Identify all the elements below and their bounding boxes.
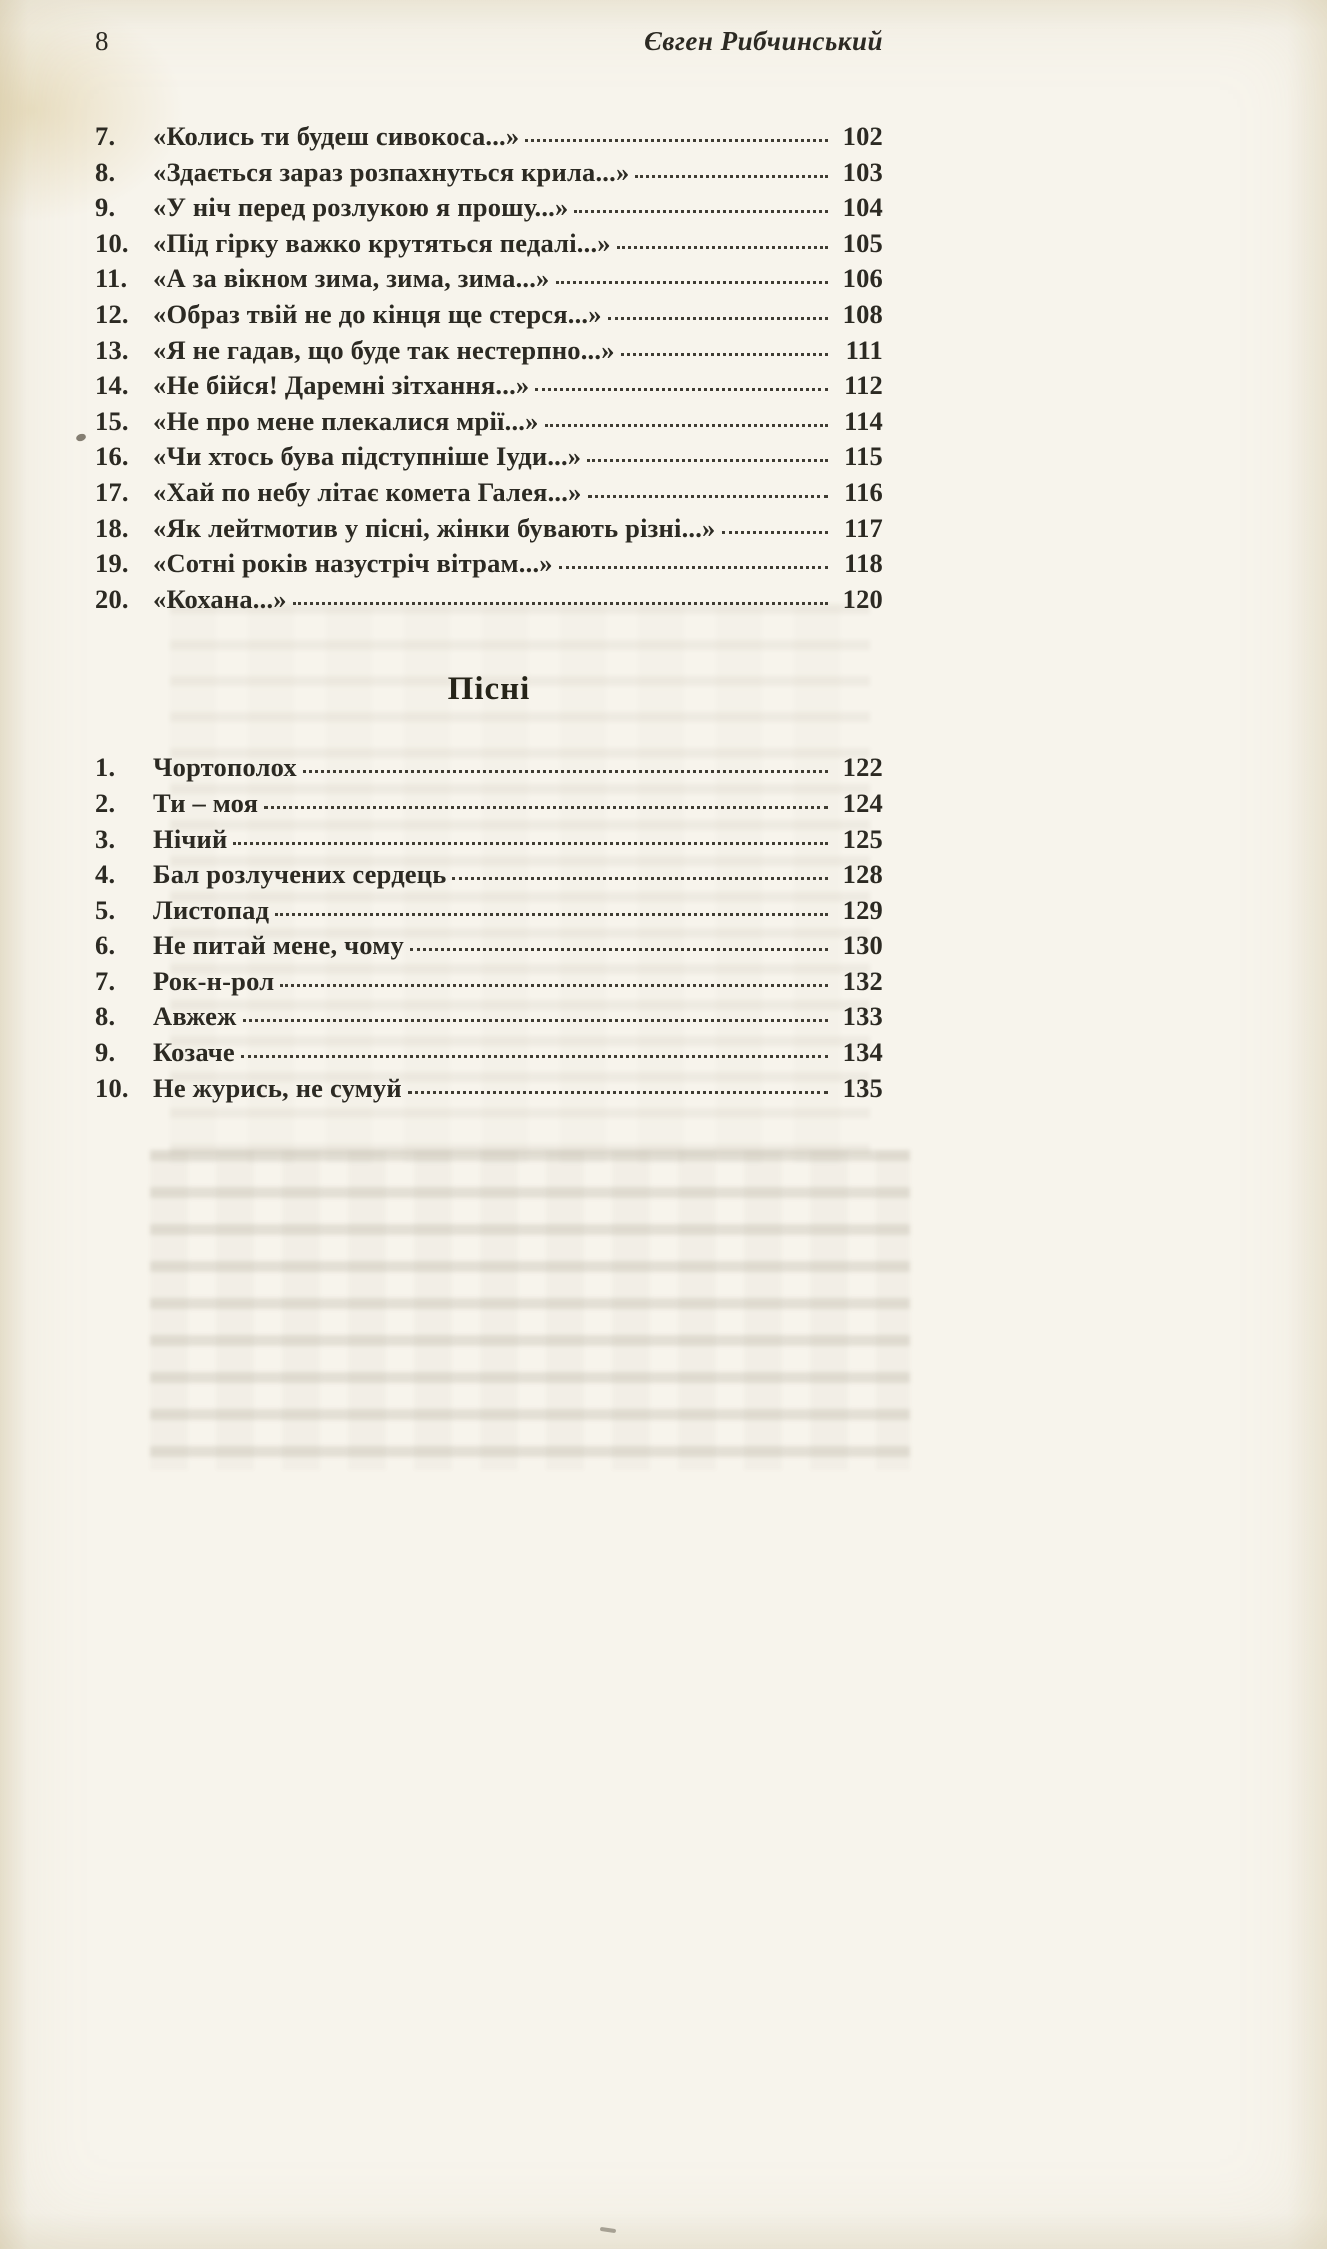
toc-entry — [95, 999, 883, 1035]
entry-page-number: 104 — [842, 192, 883, 223]
entry-number: 17. — [95, 476, 129, 507]
entry-number: 16. — [95, 441, 129, 472]
entry-title: Бал розлучених сердець — [153, 859, 447, 890]
entry-page-number: 133 — [842, 1001, 883, 1032]
entry-page-number: 128 — [842, 859, 883, 890]
entry-page-number: 108 — [842, 298, 883, 329]
entry-number: 3. — [95, 823, 116, 854]
entry-title: «Як лейтмотив у пісні, жінки бувають різні...» — [153, 512, 716, 543]
entry-page-number: 105 — [842, 227, 883, 258]
entry-number: 7. — [95, 121, 116, 151]
entry-page-number: 120 — [842, 583, 883, 614]
entry-page-number: 122 — [842, 752, 883, 783]
toc-entry — [95, 368, 883, 404]
entry-number: 5. — [95, 894, 116, 925]
entry-title: «Я не гадав, що буде так нестерпно...» — [153, 334, 615, 365]
entry-number: 8. — [95, 1001, 116, 1032]
entry-title: «Не про мене плекалися мрії...» — [153, 405, 539, 436]
entry-number: 10. — [95, 1072, 129, 1103]
entry-page-number: 117 — [844, 512, 883, 543]
toc-entry — [95, 582, 883, 618]
entry-number: 20. — [95, 583, 129, 614]
toc-entry — [95, 119, 883, 155]
entry-title: «У ніч перед розлукою я прошу...» — [153, 192, 569, 223]
dot-leader — [452, 877, 828, 880]
toc-entry — [95, 786, 883, 822]
dot-leader — [608, 317, 828, 320]
entry-title: «Колись ти будеш сивокоса...» — [153, 121, 520, 151]
dot-leader — [525, 139, 828, 142]
entry-page-number: 112 — [844, 370, 883, 401]
toc-entry — [95, 155, 883, 191]
dot-leader — [293, 602, 828, 605]
dot-leader — [280, 984, 828, 987]
dot-leader — [559, 566, 828, 569]
entry-page-number: 125 — [842, 823, 883, 854]
toc-entry — [95, 404, 883, 440]
entry-number: 6. — [95, 930, 116, 961]
dot-leader — [588, 495, 828, 498]
entry-title: «Під гірку важко крутяться педалі...» — [153, 227, 611, 258]
entry-title: Чортополох — [153, 752, 297, 783]
entry-title: «Не бійся! Даремні зітхання...» — [153, 370, 530, 401]
entry-page-number: 114 — [844, 405, 883, 436]
entry-number: 12. — [95, 298, 129, 329]
entry-title: Нічий — [153, 823, 228, 854]
toc-entry — [95, 511, 883, 547]
entry-number: 9. — [95, 192, 116, 223]
toc-entry — [95, 297, 883, 333]
entry-page-number: 103 — [842, 156, 883, 187]
entry-title: Ти – моя — [153, 787, 259, 818]
dot-leader — [722, 531, 829, 534]
entry-page-number: 102 — [842, 121, 883, 151]
entry-number: 14. — [95, 370, 129, 401]
dot-leader — [556, 281, 828, 284]
entry-title: Козаче — [153, 1037, 235, 1068]
section-heading: Пісні — [447, 671, 531, 708]
dot-leader — [275, 913, 828, 916]
entry-number: 15. — [95, 405, 129, 436]
dot-leader — [410, 948, 828, 951]
toc-entry — [95, 964, 883, 1000]
entry-number: 2. — [95, 787, 116, 818]
dot-leader — [303, 770, 828, 773]
toc-entry — [95, 928, 883, 964]
entry-page-number: 118 — [844, 548, 883, 579]
dot-leader — [241, 1055, 828, 1058]
entry-number: 10. — [95, 227, 129, 258]
entry-page-number: 130 — [842, 930, 883, 961]
entry-title: Не журись, не сумуй — [153, 1072, 402, 1103]
entry-page-number: 129 — [842, 894, 883, 925]
toc-entry — [95, 190, 883, 226]
paper-speck — [75, 433, 87, 443]
dot-leader — [408, 1091, 828, 1094]
entry-title: Не питай мене, чому — [153, 930, 404, 961]
entry-page-number: 111 — [845, 334, 883, 365]
entry-page-number: 106 — [842, 263, 883, 294]
entry-number: 4. — [95, 859, 116, 890]
entry-title: «Кохана...» — [153, 583, 287, 614]
entry-page-number: 124 — [842, 787, 883, 818]
dot-leader — [535, 388, 828, 391]
toc-entry — [95, 226, 883, 262]
toc-entry — [95, 1071, 883, 1107]
dot-leader — [264, 806, 828, 809]
toc-entry — [95, 333, 883, 369]
entry-number: 13. — [95, 334, 129, 365]
author-name: Євген Рибчинський — [644, 26, 883, 56]
dot-leader — [233, 842, 828, 845]
dot-leader — [243, 1019, 828, 1022]
toc-poems-list — [95, 119, 883, 617]
entry-number: 11. — [95, 263, 128, 294]
entry-page-number: 135 — [842, 1072, 883, 1103]
entry-title: Листопад — [153, 894, 270, 925]
toc-entry — [95, 439, 883, 475]
toc-entry — [95, 475, 883, 511]
toc-entry — [95, 822, 883, 858]
dot-leader — [617, 246, 828, 249]
entry-number: 9. — [95, 1037, 116, 1068]
entry-title: Рок-н-рол — [153, 965, 275, 996]
entry-page-number: 132 — [842, 965, 883, 996]
page-content — [95, 26, 883, 1106]
entry-title: «Образ твій не до кінця ще стерся...» — [153, 298, 602, 329]
entry-title: Авжеж — [153, 1001, 237, 1032]
entry-page-number: 116 — [844, 476, 883, 507]
entry-number: 19. — [95, 548, 129, 579]
entry-title: «Здається зараз розпахнуться крила...» — [153, 156, 630, 187]
entry-title: «Чи хтось бува підступніше Іуди...» — [153, 441, 582, 472]
entry-title: «Хай по небу літає комета Галея...» — [153, 476, 582, 507]
page-number: 8 — [95, 26, 109, 56]
entry-number: 7. — [95, 965, 116, 996]
toc-entry — [95, 546, 883, 582]
toc-entry — [95, 893, 883, 929]
dot-leader — [621, 353, 828, 356]
entry-title: «Сотні років назустріч вітрам...» — [153, 548, 553, 579]
entry-page-number: 134 — [842, 1037, 883, 1068]
toc-entry — [95, 857, 883, 893]
entry-title: «А за вікном зима, зима, зима...» — [153, 263, 550, 294]
entry-page-number: 115 — [844, 441, 883, 472]
dot-leader — [545, 424, 828, 427]
toc-entry — [95, 1035, 883, 1071]
dot-leader — [635, 175, 828, 178]
dot-leader — [574, 210, 828, 213]
toc-entry — [95, 261, 883, 297]
toc-entry — [95, 750, 883, 786]
paper-speck — [600, 2227, 616, 2233]
entry-number: 8. — [95, 156, 116, 187]
running-header — [95, 26, 883, 57]
bleed-through-lower — [150, 1150, 910, 1470]
entry-number: 1. — [95, 752, 116, 783]
dot-leader — [587, 459, 828, 462]
entry-number: 18. — [95, 512, 129, 543]
toc-songs-list — [95, 750, 883, 1106]
